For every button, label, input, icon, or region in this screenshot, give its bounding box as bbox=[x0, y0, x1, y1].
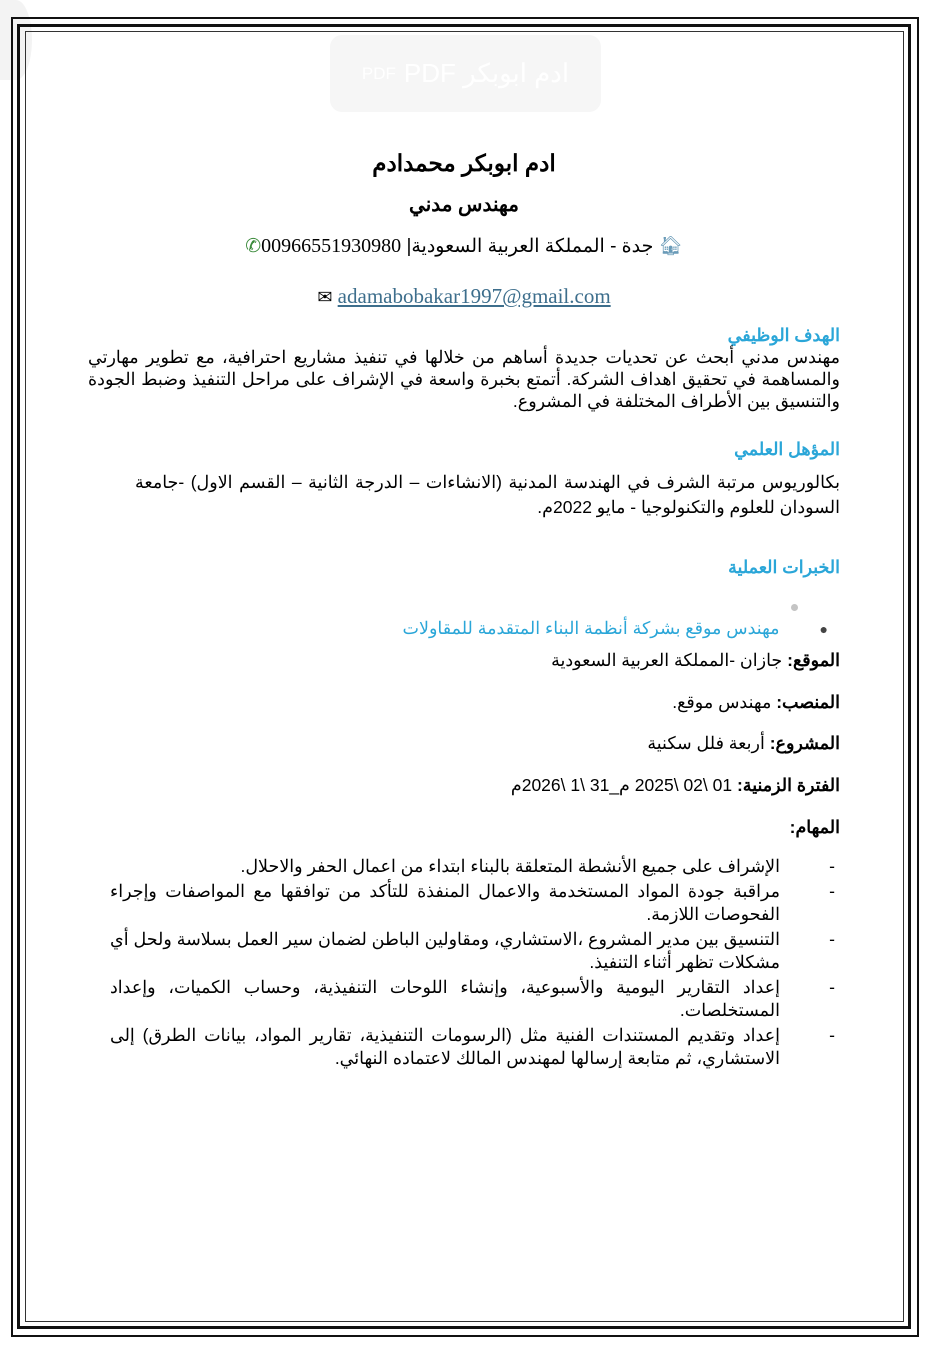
job-location-label: الموقع: bbox=[787, 650, 840, 670]
watermark-main: ادم ابوبكر PDF bbox=[403, 58, 570, 88]
job-title-item bbox=[328, 618, 828, 639]
candidate-name: ادم ابوبكر محمدادم bbox=[372, 150, 556, 176]
job-position-label: المنصب: bbox=[776, 692, 840, 712]
contact-line bbox=[40, 234, 888, 258]
job-location bbox=[240, 650, 840, 671]
objective-heading: الهدف الوظيفي bbox=[727, 325, 840, 345]
bullet-icon: ● bbox=[819, 621, 828, 637]
candidate-title: مهندس مدني bbox=[409, 194, 519, 216]
watermark bbox=[330, 35, 601, 112]
job-position bbox=[240, 692, 840, 713]
task-item: - الإشراف على جميع الأنشطة المتعلقة بالبناء ابتداء من اعمال الحفر والاحلال. bbox=[110, 855, 840, 878]
job-period-label: الفترة الزمنية: bbox=[736, 775, 840, 795]
mail-icon: ✉ bbox=[317, 287, 333, 307]
job-project-value: أربعة فلل سكنية bbox=[647, 733, 765, 753]
job-tasks-heading bbox=[240, 817, 840, 838]
task-item: - إعداد وتقديم المستندات الفنية مثل (الرسومات التنفيذية، تقارير المواد، بيانات الطرق) إلى الاستشاري، ثم متابعة إرسالها لمهندس المالك لاعتماده النهائي. bbox=[110, 1024, 840, 1070]
objective-section bbox=[88, 324, 840, 412]
experience-heading-wrap bbox=[728, 556, 840, 578]
job-period bbox=[240, 775, 840, 796]
objective-text: مهندس مدني أبحث عن تحديات جديدة أساهم من خلالها في تنفيذ مشاريع احترافية، مع تطوير مهارتي والمساهمة في تحقيق اهداف الشركة. أتمتع بخبرة واسعة في الإشراف على مراحل التنفيذ وضبط الجودة والتنسيق بين الأطراف المختلفة في المشروع. bbox=[88, 347, 840, 411]
education-text: بكالوريوس مرتبة الشرف في الهندسة المدنية (الانشاءات – الدرجة الثانية – القسم الاول) -جامعة السودان للعلوم والتكنولوجيا - مايو 2022م. bbox=[135, 472, 840, 517]
job-position-value: مهندس موقع. bbox=[672, 692, 772, 712]
experience-heading: الخبرات العملية bbox=[728, 557, 840, 577]
phone-icon: ✆ bbox=[245, 236, 262, 257]
education-heading-wrap bbox=[734, 438, 840, 460]
education-heading: المؤهل العلمي bbox=[734, 439, 840, 459]
task-list bbox=[110, 855, 840, 1072]
job-tasks-label: المهام: bbox=[789, 817, 840, 837]
task-item: - إعداد التقارير اليومية والأسبوعية، وإنشاء اللوحات التنفيذية، وحساب الكميات، وإعداد المستخلصات. bbox=[110, 976, 840, 1022]
email-line bbox=[40, 284, 888, 309]
home-icon: 🏠︎ bbox=[658, 236, 683, 257]
grey-dot bbox=[791, 604, 798, 611]
watermark-small: PDF bbox=[361, 63, 396, 83]
location-text: جدة - المملكة العربية السعودية| bbox=[406, 236, 654, 257]
job-project bbox=[240, 733, 840, 754]
job-title: مهندس موقع بشركة أنظمة البناء المتقدمة للمقاولات bbox=[402, 618, 780, 638]
job-period-value: 01 \02 \2025 م_31 \1 \2026م bbox=[510, 775, 733, 795]
task-item: - التنسيق بين مدير المشروع ،الاستشاري، ومقاولين الباطن لضمان سير العمل بسلاسة ولحل أي مشكلات تظهر أثناء التنفيذ. bbox=[110, 928, 840, 974]
job-location-value: جازان -المملكة العربية السعودية bbox=[551, 650, 783, 670]
job-project-label: المشروع: bbox=[769, 733, 840, 753]
email-link[interactable]: adamabobakar1997@gmail.com bbox=[337, 284, 611, 308]
page-border-inner bbox=[25, 31, 904, 1322]
task-item: - مراقبة جودة المواد المستخدمة والاعمال المنفذة للتأكد من توافقها مع المواصفات وإجراء الفحوصات اللازمة. bbox=[110, 880, 840, 926]
phone-number: 00966551930980 bbox=[261, 235, 402, 257]
